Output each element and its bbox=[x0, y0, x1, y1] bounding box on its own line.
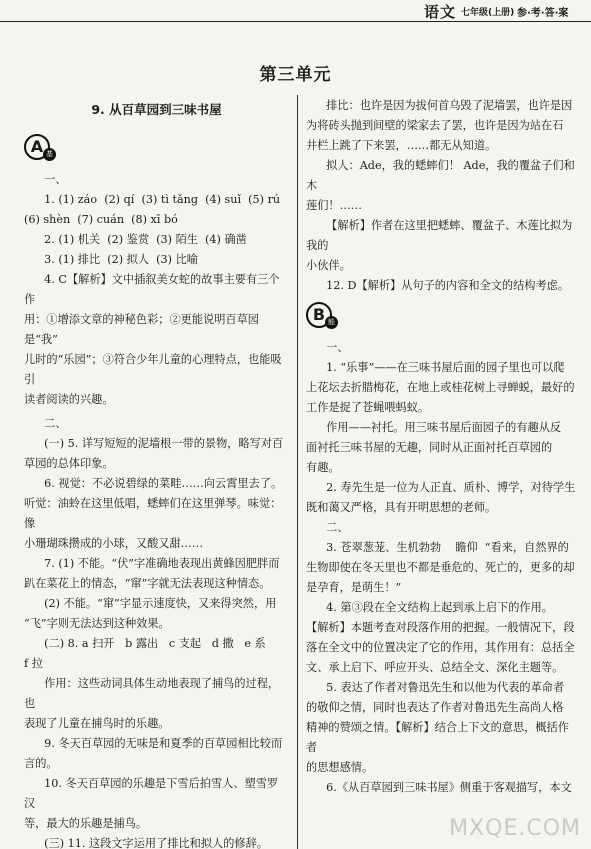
right-line: 生物即使在冬天里也不都是垂危的、死亡的，更多的却 bbox=[306, 561, 575, 574]
left-line: 言的。 bbox=[24, 757, 58, 770]
left-line: 用：①增添文章的神秘色彩；②更能说明百草园是“我” bbox=[24, 313, 259, 346]
right-lines-bottom bbox=[306, 338, 578, 798]
left-line: (三) 11. 这段文字运用了排比和拟人的修辞。 bbox=[44, 837, 268, 849]
unit-title: 第三单元 bbox=[259, 65, 332, 85]
lesson-title: 9. 从百草园到三味书屋 bbox=[91, 102, 222, 117]
left-line: 二、 bbox=[44, 417, 67, 430]
right-line: 小伙伴。 bbox=[306, 259, 351, 272]
right-line: 工作是捉了苍蝇喂蚂蚁。 bbox=[306, 401, 430, 414]
right-line: 莲们！…… bbox=[306, 199, 362, 212]
badge-b-mini: 能 bbox=[325, 316, 338, 329]
left-line: 表现了儿童在捕鸟时的乐趣。 bbox=[24, 717, 170, 730]
badge-b-letter: B bbox=[306, 302, 332, 328]
right-line: 6.《从百草园到三味书屋》侧重于客观描写，本文 bbox=[326, 781, 572, 794]
right-line: 的思想感情。 bbox=[306, 761, 374, 774]
right-line: 作用——衬托。用三味书屋后面园子的有趣从反 bbox=[326, 421, 562, 434]
right-line: 1. “乐事”——在三味书屋后面的园子里也可以爬 bbox=[326, 361, 565, 374]
left-line: 1. (1) záo (2) qí (3) tì tǎng (4) suǐ (5) rú bbox=[44, 193, 281, 206]
left-line: 小珊瑚珠攒成的小球，又酸又甜…… bbox=[24, 537, 204, 550]
right-line: 拟人：Ade，我的蟋蟀们！ Ade，我的覆盆子们和木 bbox=[306, 159, 575, 192]
left-line: 4. C【解析】文中插叙美女蛇的故事主要有三个作 bbox=[24, 273, 280, 306]
header-grade: 七年级(上册) bbox=[461, 8, 515, 18]
watermark: MXQE.COM bbox=[449, 816, 581, 841]
right-line: 井栏上跳了下来罢，……都无从知道。 bbox=[306, 139, 497, 152]
column-divider bbox=[297, 95, 298, 849]
right-line: 精神的赞颂之情。【解析】结合上下文的意思，概括作者 bbox=[306, 721, 569, 754]
right-line: 落在全文中的位置决定了它的作用，其作用有：总括全 bbox=[306, 641, 575, 654]
left-line: 草园的总体印象。 bbox=[24, 457, 114, 470]
left-line: (二) 8. a 扫开 b 露出 c 支起 d 撒 e 系 bbox=[44, 637, 266, 650]
right-line: 2. 寿先生是一位为人正直、质朴、博学，对待学生 bbox=[326, 481, 576, 494]
left-line: 作用：这些动词具体生动地表现了捕鸟的过程，也 bbox=[24, 677, 280, 710]
right-line: 上花坛去折腊梅花，在地上或桂花树上寻蝉蜕，最好的 bbox=[306, 381, 575, 394]
right-line: 12. D【解析】从句子的内容和全文的结构考虑。 bbox=[326, 279, 570, 292]
right-lines-top bbox=[306, 96, 578, 296]
left-line: (一) 5. 详写短短的泥墙根一带的景物，略写对百 bbox=[44, 437, 284, 450]
right-column bbox=[306, 96, 578, 798]
right-line: 文、承上启下、呼应开头、总结全文、深化主题等。 bbox=[306, 661, 564, 674]
left-column bbox=[24, 96, 289, 849]
right-line: 有趣。 bbox=[306, 461, 340, 474]
left-lines bbox=[24, 170, 289, 849]
right-line: 为将砖头抛到间壁的梁家去了罢，也许是因为站在石 bbox=[306, 119, 564, 132]
left-line: 趴在菜花上的情态，“窜”字就无法表现这种情态。 bbox=[24, 577, 271, 590]
right-line: 二、 bbox=[326, 521, 349, 534]
left-line: 等，最大的乐趣是捕鸟。 bbox=[24, 817, 148, 830]
right-line: 排比：也许是因为拔何首乌毁了泥墙罢，也许是因 bbox=[326, 99, 573, 112]
header-answers: 参·考·答·案 bbox=[517, 8, 569, 19]
left-line: 一、 bbox=[44, 173, 67, 186]
right-line: 5. 表达了作者对鲁迅先生和以他为代表的革命者 bbox=[326, 681, 565, 694]
left-line: 10. 冬天百草园的乐趣是下雪后拍雪人、塑雪罗汉 bbox=[24, 777, 279, 810]
right-line: 【解析】作者在这里把蟋蟀、覆盆子、木莲比拟为我的 bbox=[306, 219, 573, 252]
left-line: “飞”字则无法达到这种效果。 bbox=[24, 617, 170, 630]
right-line: 是孕育，是萌生！” bbox=[306, 581, 402, 594]
left-line: f 拉 bbox=[24, 657, 43, 670]
right-line: 既和蔼又严格，具有开明思想的老师。 bbox=[306, 501, 497, 514]
right-line: 一、 bbox=[326, 341, 349, 354]
section-a-badge bbox=[24, 134, 289, 164]
left-line: 读者阅读的兴趣。 bbox=[24, 393, 114, 406]
section-b-badge bbox=[306, 302, 578, 332]
badge-a-mini: 基 bbox=[43, 148, 56, 161]
badge-a-letter: A bbox=[24, 134, 50, 160]
right-line: 【解析】本题考查对段落作用的把握。一般情况下，段 bbox=[306, 621, 575, 634]
right-line: 面衬托三味书屋的无趣，同时从正面衬托百草园的 bbox=[306, 441, 553, 454]
left-line: 听觉：油蛉在这里低唱，蟋蟀们在这里弹琴。味觉：像 bbox=[24, 497, 282, 530]
right-line: 4. 第③段在全文结构上起到承上启下的作用。 bbox=[326, 601, 553, 614]
page-header bbox=[0, 0, 591, 22]
header-subject: 语文 bbox=[424, 3, 457, 21]
left-line: (6) shèn (7) cuán (8) xī bó bbox=[24, 213, 178, 226]
right-line: 3. 苍翠葱茏、生机勃勃 瞻仰 “看来，自然界的 bbox=[326, 541, 569, 554]
right-line: 的敬仰之情，同时也表达了作者对鲁迅先生高尚人格 bbox=[306, 701, 564, 714]
left-line: (2) 不能。“窜”字显示速度快，又来得突然，用 bbox=[44, 597, 277, 610]
left-line: 9. 冬天百草园的无味是和夏季的百草园相比较而 bbox=[44, 737, 283, 750]
left-line: 3. (1) 排比 (2) 拟人 (3) 比喻 bbox=[44, 253, 198, 266]
left-line: 儿时的“乐园”；③符合少年儿童的心理特点，也能吸引 bbox=[24, 353, 282, 386]
left-line: 6. 视觉：不必说碧绿的菜畦……向云霄里去了。 bbox=[44, 477, 283, 490]
left-line: 2. (1) 机关 (2) 鉴赏 (3) 陌生 (4) 确凿 bbox=[44, 233, 247, 246]
left-line: 7. (1) 不能。“伏”字准确地表现出黄蜂因肥胖而 bbox=[44, 557, 280, 570]
